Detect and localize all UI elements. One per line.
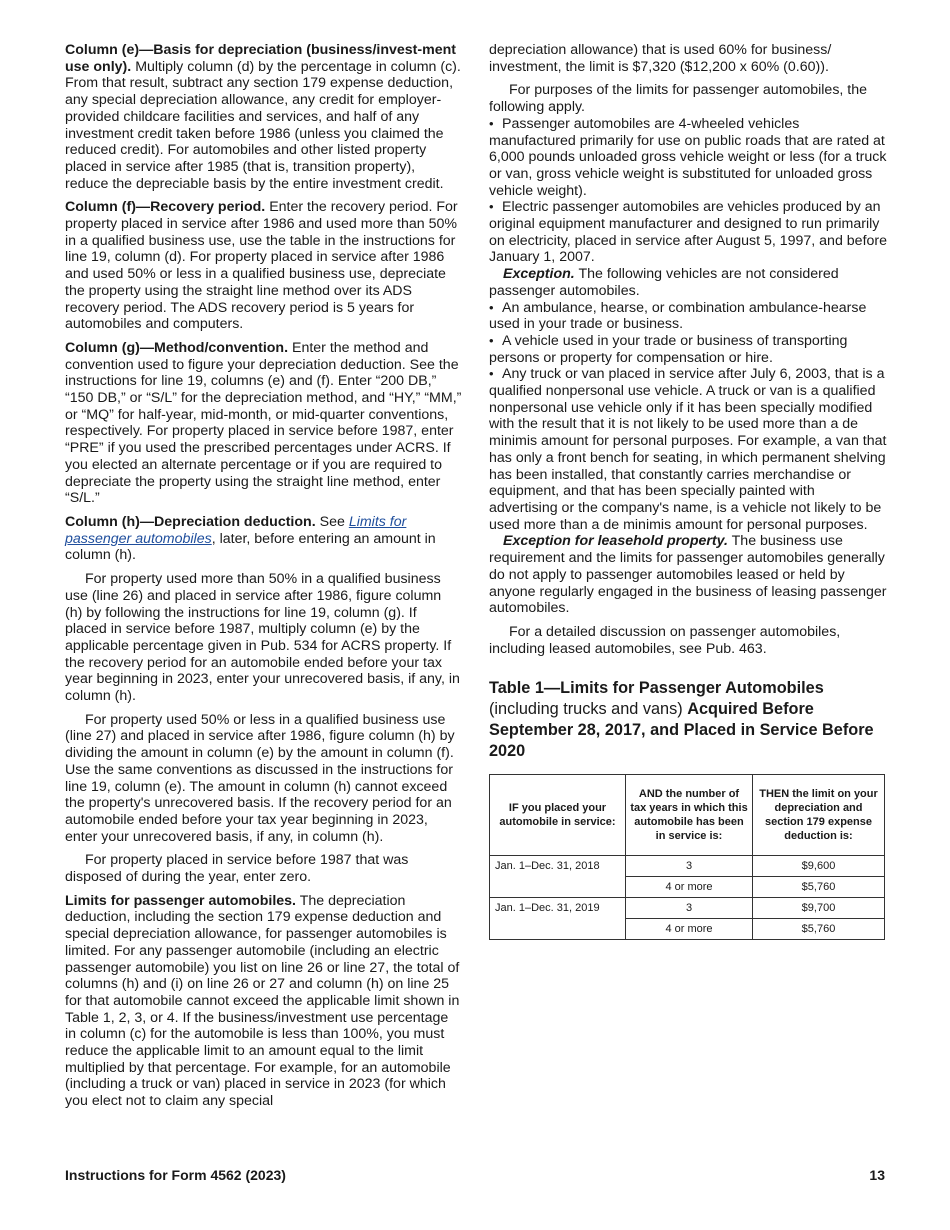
table-cell-period: Jan. 1–Dec. 31, 2018 — [490, 856, 626, 898]
bullet-electric — [489, 199, 887, 266]
header-tax-years: AND the number of tax years in which this automobile has been in service is: — [626, 775, 753, 856]
col-e-paragraph — [65, 42, 462, 192]
col-h-post: , later, before entering an amount in column (h). — [65, 530, 436, 564]
limits-table — [489, 774, 885, 940]
detailed-discussion-paragraph: For a detailed discussion on passenger automobiles, including leased automobiles, see Pub. 463. — [489, 623, 841, 657]
bullet-text: Passenger automobiles are 4-wheeled vehicles manufactured primarily for use on public roads that are rated at 6,000 pounds unloaded gross vehicle weight or less (for a truck or van, gross vehicle weight is substituted for unloaded gross vehicle weight). — [489, 115, 887, 199]
bullet-icon: • — [489, 115, 494, 131]
col-h-pre: See — [319, 513, 345, 530]
purposes-paragraph: For purposes of the limits for passenger automobiles, the following apply. — [489, 82, 868, 116]
col-f-paragraph — [65, 199, 462, 333]
bullet-ambulance — [489, 300, 887, 333]
header-limit: THEN the limit on your depreciation and section 179 expense deduction is: — [753, 775, 885, 856]
col-g-paragraph — [65, 340, 462, 507]
exception-heading: Exception. — [503, 266, 575, 283]
left-column — [65, 42, 462, 1110]
col-h-heading: Column (h)—Depreciation deduction. — [65, 513, 316, 530]
bullet-text: A vehicle used in your trade or business of transporting persons or property for compensation or hire. — [489, 332, 848, 366]
table-title-sub: (including trucks and vans) — [489, 700, 683, 719]
col-h-paragraph — [65, 514, 462, 564]
col-f-heading: Column (f)—Recovery period. — [65, 199, 266, 216]
table-row — [490, 898, 885, 919]
exception-leasehold-text: The business use requirement and the limits for passenger automobiles generally do not apply to passenger automobiles leased or held by anyone regularly engaged in the business of leasing passenger automobiles. — [489, 533, 887, 617]
col-e-text: Multiply column (d) by the percentage in column (c). From that result, subtract any section 179 expense deduction, any special depreciation allowance, any credit for employer-provided childcare facilities and services, and half of any investment credit taken before 1986 (unless you claimed the reduced credit). For automobiles and other listed property placed in service after 1985 (that is, transition property), reduce the depreciable basis by the entire investment credit. — [65, 58, 461, 192]
table-cell-years: 3 — [626, 898, 753, 919]
bullet-icon: • — [489, 199, 494, 215]
exception-text: The following vehicles are not considered passenger automobiles. — [489, 266, 839, 299]
table-title-rest: Acquired Before September 28, 2017, and Placed in Service Before 2020 — [489, 700, 874, 761]
col-g-heading: Column (g)—Method/convention. — [65, 339, 289, 356]
bullet-icon: • — [489, 299, 494, 315]
col-f-text: Enter the recovery period. For property placed in service after 1986 and used more than 50% in a qualified business use, use the table in the instructions for line 19, column (d). For property placed in service after 1986 and used 50% or less in a qualified business use, depreciate the property using the straight line method over its ADS recovery period. The ADS recovery period is 5 years for automobiles and computers. — [65, 199, 458, 333]
table-cell-limit: $9,700 — [753, 898, 885, 919]
bullet-icon: • — [489, 366, 494, 382]
table-cell-limit: $5,760 — [753, 919, 885, 940]
before-1987-paragraph: For property placed in service before 1987 that was disposed of during the year, enter zero. — [65, 852, 409, 886]
50-or-less-paragraph: For property used 50% or less in a qualified business use (line 27) and placed in service after 1986, figure column (h) by dividing the amount in column (e) by the amount in column (f). Use the same conventions as discussed in the instructions for line 19, column (e). The amount in column (h) cannot exceed the property's unrecovered basis. If the recovery period for an automobile ended before your tax year beginning in 2023, enter your unrecovered basis, if any, in column (h). — [65, 711, 455, 845]
exception-paragraph — [489, 266, 887, 299]
table-cell-period: Jan. 1–Dec. 31, 2019 — [490, 898, 626, 940]
continued-paragraph: depreciation allowance) that is used 60% for business/ investment, the limit is $7,320 ($12,200 x 60% (0.60)). — [489, 42, 832, 75]
table-title-main: Table 1—Limits for Passenger Automobiles — [489, 679, 824, 698]
limits-text: The depreciation deduction, including the section 179 expense deduction and special depreciation allowance, for passenger automobiles is limited. For any passenger automobile (including an electric passenger automobile) you list on line 26 or line 27, the total of columns (h) and (i) on line 26 or 27 and column (h) on line 25 for that automobile cannot exceed the applicable limit shown in Table 1, 2, 3, or 4. If the business/investment use percentage in column (c) for the automobile is less than 100%, you must reduce the applicable limit to an amount equal to the limit multiplied by that percentage. For example, for an automobile (including a truck or van) placed in service in 2023 (for which you elect not to claim any special — [65, 892, 460, 1110]
footer-form-title: Instructions for Form 4562 (2023) — [65, 1167, 286, 1183]
limits-paragraph — [65, 893, 462, 1110]
table-header-row — [490, 775, 885, 856]
table-cell-limit: $5,760 — [753, 877, 885, 898]
right-column — [489, 42, 887, 940]
table-row — [490, 856, 885, 877]
bullet-text: An ambulance, hearse, or combination ambulance-hearse used in your trade or business. — [489, 299, 867, 333]
bullet-text: Any truck or van placed in service after July 6, 2003, that is a qualified nonpersonal use vehicle. A truck or van is a qualified nonpersonal use vehicle only if it has been specially modified with the result that it is not likely to be used more than a de minimis amount for personal purposes. For example, a van that has only a front bench for seating, in which permanent shelving has been installed, that constantly carries merchandise or equipment, and that has been specially painted with advertising or the company's name, is a vehicle not likely to be used more than a de minimis amount for personal purposes. — [489, 366, 887, 533]
table-cell-years: 4 or more — [626, 919, 753, 940]
table-cell-years: 3 — [626, 856, 753, 877]
footer-page-number: 13 — [869, 1167, 885, 1183]
table-cell-limit: $9,600 — [753, 856, 885, 877]
bullet-icon: • — [489, 332, 494, 348]
bullet-text: Electric passenger automobiles are vehicles produced by an original equipment manufacturer and designed to run primarily on electricity, placed in service after August 5, 1997, and before January 1, 2007. — [489, 199, 888, 266]
limits-link[interactable]: Limits for passenger automobiles — [65, 513, 407, 547]
limits-heading: Limits for passenger automobiles. — [65, 892, 296, 909]
exception-leasehold-heading: Exception for leasehold property. — [503, 533, 728, 550]
exception-leasehold-paragraph — [489, 533, 887, 617]
table-title — [489, 678, 887, 762]
header-placed-in-service: IF you placed your automobile in service: — [490, 775, 626, 856]
col-e-heading: Column (e)—Basis for depreciation (business/invest-ment use only). — [65, 42, 457, 75]
col-g-text: Enter the method and convention used to figure your depreciation deduction. See the instructions for line 19, columns (e) and (f). Enter “200 DB,” “150 DB,” or “S/L” for the depreciation method, and “HY,” “MM,” or “MQ” for half-year, mid-month, or mid-quarter conventions, respectively. For property placed in service before 1987, enter “PRE” if you used the prescribed percentages under ACRS. If you elected an alternate percentage or if you are required to depreciate the property using the straight line method, enter “S/L.” — [65, 339, 462, 507]
bullet-truck-van — [489, 366, 887, 533]
table-cell-years: 4 or more — [626, 877, 753, 898]
more-than-50-paragraph: For property used more than 50% in a qualified business use (line 26) and placed in service after 1986, figure column (h) by following the instructions for line 19, column (g). If placed in service before 1987, multiply column (e) by the applicable percentage given in Pub. 534 for ACRS property. If the recovery period for an automobile ended before your tax year beginning in 2023, enter your unrecovered basis, if any, in column (h). — [65, 571, 460, 705]
bullet-passenger — [489, 116, 887, 200]
bullet-transport — [489, 333, 887, 366]
